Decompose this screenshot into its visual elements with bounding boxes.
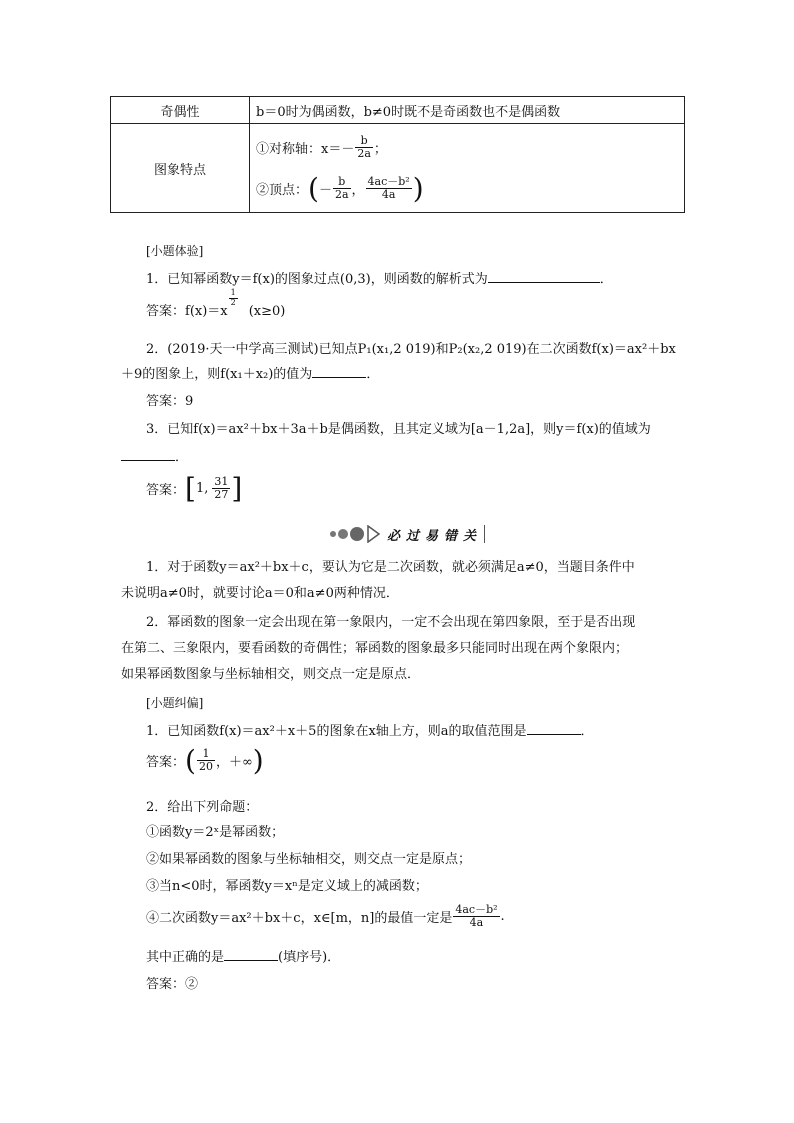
- table-row: [111, 97, 685, 124]
- fraction-numerator: 1: [230, 288, 236, 298]
- vertex-label: ②顶点：: [256, 182, 309, 198]
- dot-icon: [338, 529, 348, 539]
- punct: ．: [366, 367, 380, 382]
- axis-suffix: ；: [373, 141, 387, 157]
- fraction-denominator: 20: [198, 760, 213, 773]
- arrow-icon: [367, 525, 381, 543]
- vertex-x-fraction: [333, 176, 351, 200]
- fraction-denominator: 4a: [381, 187, 396, 201]
- punct: ．: [599, 272, 613, 287]
- question-1: [146, 268, 613, 287]
- answer-1: [146, 744, 264, 777]
- interval-left: 1,: [195, 481, 209, 496]
- question-2-ask: [146, 946, 340, 965]
- statement-text: ④二次函数y＝ax²＋bx＋c，x∈[m，n]的最值一定是: [146, 910, 453, 926]
- answer-blank: [488, 270, 600, 283]
- fraction-denominator: 4a: [469, 915, 484, 929]
- fraction-numerator: b: [355, 135, 373, 148]
- dot-icon: [350, 527, 364, 541]
- statement-4: [146, 904, 505, 928]
- fraction-numerator: 1: [197, 748, 215, 761]
- fraction-denominator: 27: [214, 488, 229, 501]
- question-2: 2．(2019·天一中学高三测试)已知点P₁(x₁,2 019)和P₂(x₂,2 019)在二次函数f(x)＝ax²＋bx: [146, 342, 676, 357]
- statement-1: ①函数y＝2ˣ是幂函数；: [146, 825, 285, 840]
- statement-3: ③当n<0时，幂函数y＝xⁿ是定义域上的减函数；: [146, 879, 428, 894]
- graph-features-content: ①对称轴：x＝－ $\frac{b}{2a}$ ； ②顶点： ( － $\frac{b}{2a}$ ， $\frac{\text{4ac－b²}}{4a}$ ): [250, 124, 685, 213]
- answer-blank: [312, 365, 366, 378]
- answer-label: 答案：: [146, 755, 186, 770]
- fraction-denominator: 2: [230, 297, 236, 307]
- right-bracket: ]: [231, 472, 243, 505]
- right-paren: ): [412, 171, 424, 205]
- section-banner: [330, 523, 491, 545]
- question-2-intro: 2．给出下列命题：: [146, 800, 259, 815]
- section-label-corrections: [小题纠偏]: [146, 696, 204, 710]
- note-2-line1: 2．幂函数的图象一定会出现在第一象限内，一定不会出现在第四象限，至于是否出现: [146, 615, 636, 630]
- punct: ．: [175, 450, 189, 465]
- question-text: 1．已知幂函数y＝f(x)的图象过点(0,3)，则函数的解析式为: [146, 272, 488, 287]
- question-text: 1．已知函数f(x)＝ax²＋x＋5的图象在x轴上方，则a的取值范围是: [146, 724, 527, 739]
- question-text: ＋9的图象上，则f(x₁＋x₂)的值为: [121, 367, 313, 382]
- answer-blank: [121, 448, 175, 461]
- note-1-line2: 未说明a≠0时，就要讨论a＝0和a≠0两种情况．: [121, 586, 399, 601]
- answer-condition: (x≥0): [248, 304, 286, 319]
- dot-icon: [330, 531, 336, 537]
- parity-content: b＝0时为偶函数，b≠0时既不是奇函数也不是偶函数: [250, 97, 685, 124]
- question-text-end: (填序号)．: [278, 950, 341, 965]
- left-bracket: [: [185, 472, 196, 505]
- punct: .: [500, 908, 505, 924]
- question-2-cont: [121, 363, 379, 382]
- banner-title: 必过易错关: [387, 528, 483, 544]
- answer-label: 答案：: [146, 483, 186, 498]
- properties-table: [110, 96, 685, 213]
- answer-2: 答案：②: [146, 977, 199, 992]
- answer-3: [146, 472, 242, 505]
- extremum-fraction: [453, 904, 499, 928]
- question-3: 3．已知f(x)＝ax²＋bx＋3a＋b是偶函数，且其定义域为[a－1,2a]，则y＝f(x)的值域为: [146, 422, 651, 437]
- table-row: [111, 124, 685, 213]
- section-label-practice: [小题体验]: [146, 244, 204, 258]
- question-3-cont: [121, 446, 188, 465]
- question-text: 其中正确的是: [146, 950, 225, 965]
- note-2-line2: 在第二、三象限内，要看函数的奇偶性；幂函数的图象最多只能同时出现在两个象限内；: [121, 641, 629, 656]
- answer-blank: [527, 722, 581, 735]
- fraction-numerator: b: [333, 176, 351, 189]
- fraction-numerator: 31: [214, 475, 229, 489]
- answer-expression: f(x)＝x: [185, 304, 228, 319]
- parity-header: 奇偶性: [111, 97, 250, 124]
- interval-fraction: [197, 748, 215, 772]
- interval-right: ，＋∞: [215, 755, 253, 770]
- vertex-y-fraction: [366, 176, 412, 200]
- answer-2: 答案：9: [146, 394, 194, 409]
- fraction-denominator: 2a: [357, 146, 371, 160]
- answer-blank: [224, 948, 278, 961]
- axis-of-symmetry-label: ①对称轴：x＝－: [256, 141, 355, 157]
- interval-fraction: [212, 476, 230, 500]
- question-1: [146, 720, 594, 739]
- fraction-denominator: 2a: [334, 187, 349, 201]
- axis-fraction: [355, 135, 373, 159]
- left-paren: (: [308, 171, 319, 205]
- right-paren: ): [252, 744, 264, 777]
- punct: ．: [580, 724, 594, 739]
- exponent-fraction: [229, 289, 238, 307]
- graph-features-header: 图象特点: [111, 124, 250, 213]
- fraction-numerator: 4ac－b²: [455, 903, 498, 916]
- answer-label: 答案：: [146, 304, 186, 319]
- note-1-line1: 1．对于函数y＝ax²＋bx＋c，要认为它是二次函数，就必须满足a≠0，当题目条件中: [146, 560, 635, 575]
- fraction-numerator: 4ac－b²: [367, 174, 410, 188]
- statement-2: ②如果幂函数的图象与坐标轴相交，则交点一定是原点；: [146, 852, 472, 867]
- banner-end-mark: [484, 525, 491, 543]
- left-paren: (: [185, 744, 196, 777]
- answer-1: [146, 288, 286, 319]
- note-2-line3: 如果幂函数图象与坐标轴相交，则交点一定是原点．: [121, 667, 421, 682]
